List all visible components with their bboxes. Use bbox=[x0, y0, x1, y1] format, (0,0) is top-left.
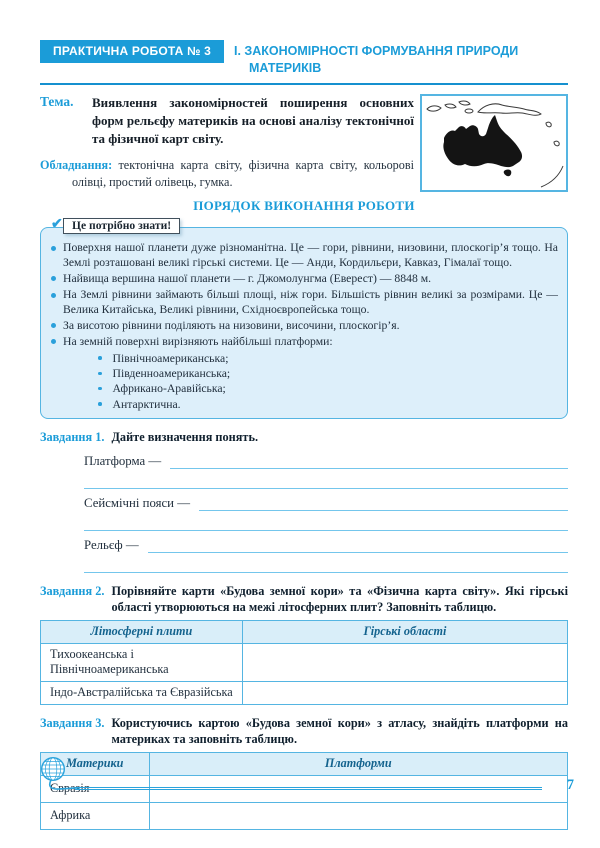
bullet-icon bbox=[51, 276, 56, 281]
theme-label: Тема. bbox=[40, 93, 74, 109]
section-title: ПОРЯДОК ВИКОНАННЯ РОБОТИ bbox=[193, 197, 415, 213]
theme-row bbox=[40, 94, 414, 149]
sublist-item: Північноамериканська; bbox=[98, 351, 558, 366]
definition-block bbox=[84, 449, 568, 489]
know-box-label bbox=[51, 216, 180, 234]
sublist-item: Південноамериканська; bbox=[98, 366, 558, 381]
sub-bullet-icon bbox=[98, 356, 102, 360]
australia-map bbox=[420, 94, 568, 192]
list-item: Поверхня нашої планети дуже різноманітна. Це — гори, рівнини, низовини, плоскогір’я тощо. На Землі розташовані великі гірські системи. Це — Анди, Кордильєри, Кавказ, Гімалаї тощо. bbox=[48, 241, 558, 270]
theme-text: Виявлення закономірностей поширення основних форм рельєфу материків на основі аналізу тектонічної та фізичної карт світу. bbox=[92, 94, 414, 147]
answer-line[interactable] bbox=[148, 537, 568, 553]
answer-line[interactable] bbox=[84, 511, 568, 531]
sublist-item: Африкано-Аравійська; bbox=[98, 381, 558, 396]
definitions bbox=[84, 449, 568, 573]
bullet-icon bbox=[51, 293, 56, 298]
check-icon: ✔ bbox=[51, 216, 63, 232]
plates-table bbox=[40, 620, 568, 705]
continent-name-cell: Євразія bbox=[41, 776, 150, 803]
know-box-list bbox=[48, 241, 558, 349]
sub-bullet-icon bbox=[98, 402, 102, 406]
task3-label: Завдання 3. bbox=[40, 716, 105, 731]
column-header: Гірські області bbox=[242, 621, 567, 644]
chapter-title-line1: І. ЗАКОНОМІРНОСТІ ФОРМУВАННЯ ПРИРОДИ bbox=[234, 44, 519, 58]
intro-section bbox=[40, 94, 568, 192]
page-header bbox=[40, 40, 568, 77]
definition-term: Сейсмічні пояси — bbox=[84, 496, 191, 511]
sub-bullet-icon bbox=[98, 387, 102, 391]
task1-label: Завдання 1. bbox=[40, 429, 105, 444]
task-2 bbox=[40, 584, 568, 705]
list-item: За висотою рівнини поділяють на низовини, височини, плоскогір’я. bbox=[48, 319, 558, 334]
task1-title: Дайте визначення понять. bbox=[111, 429, 259, 444]
page-number: 7 bbox=[566, 777, 574, 793]
definition-term: Платформа — bbox=[84, 454, 162, 469]
practical-work-badge: ПРАКТИЧНА РОБОТА № 3 bbox=[40, 40, 224, 63]
answer-line[interactable] bbox=[199, 495, 568, 511]
sub-bullet-icon bbox=[98, 372, 102, 376]
chapter-title bbox=[234, 40, 518, 77]
list-item: На Землі рівнини займають більші площі, ніж гори. Більшість рівнин великі за розмірами. Це — Велика Китайська, Великі рівнини, Східноєвропейська тощо. bbox=[48, 288, 558, 317]
task2-title: Порівняйте карти «Будова земної кори» та «Фізична карта світу». Які гірські області утворюються на межі літосферних плит? Заповніть таблицю. bbox=[111, 584, 568, 614]
australia-map-image bbox=[422, 96, 566, 190]
task3-title: Користуючись картою «Будова земної кори» з атласу, знайдіть платформи на материках та заповніть таблицю. bbox=[111, 716, 568, 746]
task2-label: Завдання 2. bbox=[40, 584, 105, 599]
answer-cell[interactable] bbox=[149, 803, 567, 830]
definition-term: Рельєф — bbox=[84, 538, 139, 553]
plate-name-cell: Індо-Австралійська та Євразійська bbox=[41, 682, 243, 705]
equipment-row bbox=[40, 157, 414, 190]
platforms-sublist bbox=[48, 351, 558, 412]
equipment-label: Обладнання: bbox=[40, 158, 113, 173]
answer-line[interactable] bbox=[170, 453, 568, 469]
table-row bbox=[41, 803, 568, 830]
bullet-icon bbox=[51, 339, 56, 344]
know-box-label-text: Це потрібно знати! bbox=[72, 218, 172, 232]
bullet-icon bbox=[51, 246, 56, 251]
answer-cell[interactable] bbox=[242, 682, 567, 705]
list-item: На земній поверхні вирізняють найбільші платформи: bbox=[48, 335, 558, 350]
task-1 bbox=[40, 430, 568, 574]
table-header-row bbox=[41, 621, 568, 644]
answer-cell[interactable] bbox=[242, 644, 567, 682]
know-box bbox=[40, 216, 568, 419]
globe-icon bbox=[38, 756, 80, 792]
definition-block bbox=[84, 533, 568, 573]
definition-block bbox=[84, 491, 568, 531]
equipment-text: тектонічна карта світу, фізична карта світу, кольорові олівці, простий олівець, гумка. bbox=[72, 158, 414, 189]
table-row bbox=[41, 682, 568, 705]
table-row bbox=[41, 644, 568, 682]
page-footer bbox=[38, 756, 574, 800]
sublist-item: Антарктична. bbox=[98, 397, 558, 412]
list-item: Найвища вершина нашої планети — г. Джомолунгма (Еверест) — 8848 м. bbox=[48, 272, 558, 287]
column-header: Платформи bbox=[149, 753, 567, 776]
answer-line[interactable] bbox=[84, 553, 568, 573]
answer-line[interactable] bbox=[84, 469, 568, 489]
column-header: Материки bbox=[41, 753, 150, 776]
header-divider bbox=[40, 83, 568, 85]
footer-rule bbox=[75, 787, 542, 790]
chapter-title-line2: МАТЕРИКІВ bbox=[249, 60, 322, 75]
continent-name-cell: Африка bbox=[41, 803, 150, 830]
plate-name-cell: Тихоокеанська і Північноамериканська bbox=[41, 644, 243, 682]
column-header: Літосферні плити bbox=[41, 621, 243, 644]
bullet-icon bbox=[51, 323, 56, 328]
